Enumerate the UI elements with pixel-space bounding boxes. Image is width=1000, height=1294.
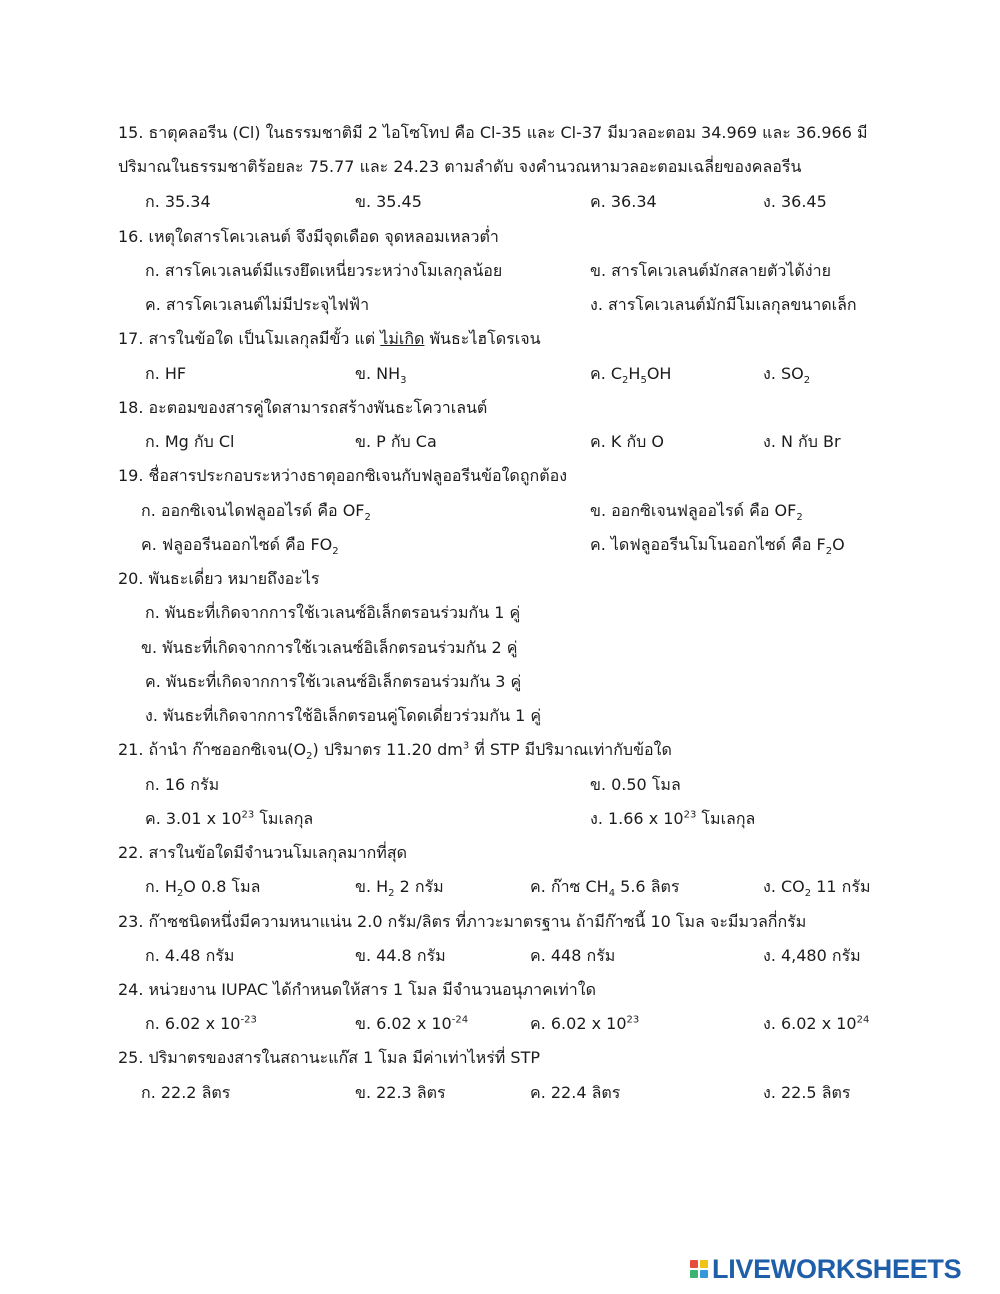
q16-option-a: ก. สารโคเวเลนต์มีแรงยึดเหนี่ยวระหว่างโมเลกุลน้อย (145, 261, 503, 280)
q17-option-c: ค. $C_2H_5OH$ (590, 364, 672, 387)
q15-option-d: ง. 36.45 (763, 192, 827, 211)
q21-option-b: ข. 0.50 โมล (590, 775, 681, 794)
q20-option-b: ข. พันธะที่เกิดจากการใช้เวเลนซ์อิเล็กตรอนร่วมกัน 2 คู่ (141, 638, 518, 657)
q23-question: 23. ก๊าซชนิดหนึ่งมีความหนาแน่น 2.0 กรัม/ลิตร ที่ภาวะมาตรฐาน ถ้ามีก๊าซนี้ 10 โมล จะมีมวลกี่กรัม (118, 912, 807, 931)
q16-option-d: ง. สารโคเวเลนต์มักมีโมเลกุลขนาดเล็ก (590, 295, 857, 314)
q24-option-c: ค. 6.02 x $10^{23}$ (530, 1014, 640, 1033)
q23-option-d: ง. 4,480 กรัม (763, 946, 861, 965)
logo-square-green (690, 1270, 698, 1278)
logo-square-yellow (700, 1260, 708, 1268)
q22-option-b: ข. $H_2$ 2 กรัม (355, 877, 444, 900)
q19-option-b: ข. ออกซิเจนฟลูออไรด์ คือ $OF_2$ (590, 501, 803, 524)
q17-option-b: ข. $NH_3$ (355, 364, 407, 387)
q23-option-c: ค. 448 กรัม (530, 946, 616, 965)
q17-question: 17. สารในข้อใด เป็นโมเลกุลมีขั้ว แต่ ไม่เกิด พันธะไฮโดรเจน (118, 329, 541, 348)
q19-question: 19. ชื่อสารประกอบระหว่างธาตุออกซิเจนกับฟลูออรีนข้อใดถูกต้อง (118, 466, 568, 485)
liveworksheets-logo (690, 1254, 961, 1284)
q22-option-d: ง. $CO_2$ 11 กรัม (763, 877, 871, 900)
q25-option-a: ก. 22.2 ลิตร (141, 1083, 231, 1102)
q16-option-c: ค. สารโคเวเลนต์ไม่มีประจุไฟฟ้า (145, 295, 370, 314)
q19-option-d: ค. ไดฟลูออรีนโมโนออกไซด์ คือ $F_2O$ (590, 535, 845, 558)
q25-option-c: ค. 22.4 ลิตร (530, 1083, 621, 1102)
q20-option-d: ง. พันธะที่เกิดจากการใช้อิเล็กตรอนคู่โดดเดี่ยวร่วมกัน 1 คู่ (145, 706, 542, 725)
q17-underlined-word: ไม่เกิด (380, 329, 425, 348)
liveworksheets-wordmark: LIVEWORKSHEETS (712, 1253, 962, 1284)
q15-text-line2: ปริมาณในธรรมชาติร้อยละ 75.77 และ 24.23 ตามลำดับ จงคำนวณหามวลอะตอมเฉลี่ยของคลอรีน (118, 157, 802, 176)
q18-option-d: ง. N กับ Br (763, 432, 841, 451)
q21-option-c: ค. 3.01 x $10^{23}$ โมเลกุล (145, 809, 314, 828)
q20-option-c: ค. พันธะที่เกิดจากการใช้เวเลนซ์อิเล็กตรอนร่วมกัน 3 คู่ (145, 672, 522, 691)
liveworksheets-logo-icon (690, 1260, 708, 1278)
q18-option-a: ก. Mg กับ Cl (145, 432, 235, 451)
q24-option-a: ก. 6.02 x $10^{-23}$ (145, 1014, 257, 1033)
q18-question: 18. อะตอมของสารคู่ใดสามารถสร้างพันธะโควาเลนต์ (118, 398, 488, 417)
q20-option-a: ก. พันธะที่เกิดจากการใช้เวเลนซ์อิเล็กตรอนร่วมกัน 1 คู่ (145, 603, 521, 622)
q21-option-d: ง. 1.66 x $10^{23}$ โมเลกุล (590, 809, 756, 828)
q22-question: 22. สารในข้อใดมีจำนวนโมเลกุลมากที่สุด (118, 843, 407, 862)
q24-option-b: ข. 6.02 x $10^{-24}$ (355, 1014, 469, 1033)
q22-option-a: ก. $H_2O$ 0.8 โมล (145, 877, 261, 900)
q15-option-b: ข. 35.45 (355, 192, 422, 211)
q25-question: 25. ปริมาตรของสารในสถานะแก๊ส 1 โมล มีค่าเท่าไหร่ที่ STP (118, 1048, 540, 1067)
q15-text-line1: 15. ธาตุคลอรีน (Cl) ในธรรมชาติมี 2 ไอโซโทป คือ Cl-35 และ Cl-37 มีมวลอะตอม 34.969 และ 36.966 มี (118, 123, 868, 142)
q21-option-a: ก. 16 กรัม (145, 775, 220, 794)
logo-square-blue (700, 1270, 708, 1278)
q15-option-c: ค. 36.34 (590, 192, 657, 211)
q22-option-c: ค. ก๊าซ $CH_4$ 5.6 ลิตร (530, 877, 680, 900)
q21-question: 21. ถ้านำ ก๊าซออกซิเจน$(O_2)$ ปริมาตร 11.20 $dm^3$ ที่ STP มีปริมาณเท่ากับข้อใด (118, 740, 672, 763)
logo-square-red (690, 1260, 698, 1268)
q17-option-a: ก. HF (145, 364, 187, 383)
q25-option-d: ง. 22.5 ลิตร (763, 1083, 851, 1102)
q19-option-c: ค. ฟลูออรีนออกไซด์ คือ $FO_2$ (141, 535, 339, 558)
q17-option-d: ง. $SO_2$ (763, 364, 811, 387)
q16-question: 16. เหตุใดสารโคเวเลนต์ จึงมีจุดเดือด จุดหลอมเหลวต่ำ (118, 227, 499, 246)
q19-option-a: ก. ออกซิเจนไดฟลูออไรด์ คือ $OF_2$ (141, 501, 371, 524)
q16-option-b: ข. สารโคเวเลนต์มักสลายตัวได้ง่าย (590, 261, 831, 280)
q25-option-b: ข. 22.3 ลิตร (355, 1083, 446, 1102)
q18-option-b: ข. P กับ Ca (355, 432, 437, 451)
q24-option-d: ง. 6.02 x $10^{24}$ (763, 1014, 870, 1033)
q23-option-a: ก. 4.48 กรัม (145, 946, 235, 965)
q15-option-a: ก. 35.34 (145, 192, 211, 211)
q20-question: 20. พันธะเดี่ยว หมายถึงอะไร (118, 569, 320, 588)
q24-question: 24. หน่วยงาน IUPAC ได้กำหนดให้สาร 1 โมล มีจำนวนอนุภาคเท่าใด (118, 980, 596, 999)
q18-option-c: ค. K กับ O (590, 432, 664, 451)
q23-option-b: ข. 44.8 กรัม (355, 946, 446, 965)
